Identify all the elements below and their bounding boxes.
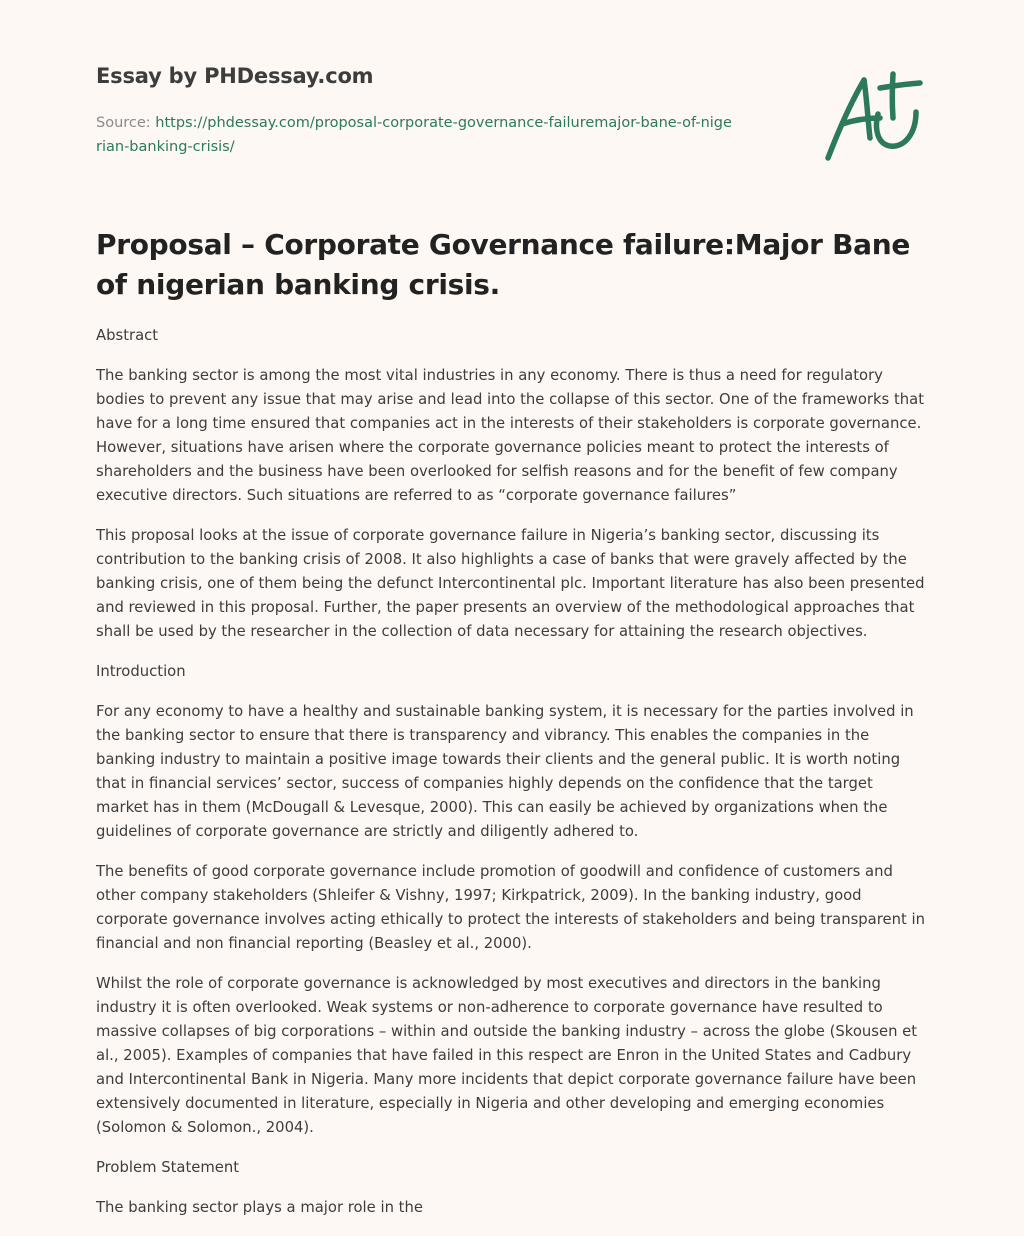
abstract-paragraph-2: This proposal looks at the issue of corporate governance failure in Nigeria’s banking sector, discussing its contribution to the banking crisis of 2008. It also highlights a case of banks that were gravely affected by the banking crisis, one of them being the defunct Intercontinental plc. Important literature has also been presented and reviewed in this proposal. Further, the paper presents an overview of the methodological approaches that shall be used by the researcher in the collection of data necessary for attaining the research objectives. [96,527,925,640]
introduction-paragraph-3: Whilst the role of corporate governance is acknowledged by most executives and directors in the banking industry it is often overlooked. Weak systems or non-adherence to corporate governance have resulted to massive collapses of big corporations – within and outside the banking industry – across the globe (Skousen et al., 2005). Examples of companies that have failed in this respect are Enron in the United States and Cadbury and Intercontinental Bank in Nigeria. Many more incidents that depict corporate governance failure have been extensively documented in literature, especially in Nigeria and other developing and emerging economies (Solomon & Solomon., 2004). [96,975,918,1136]
essay-title: Proposal – Corporate Governance failure:Major Bane of nigerian banking crisis. [96,228,911,301]
problem-statement-paragraph-1: The banking sector plays a major role in the [96,1199,423,1216]
introduction-heading: Introduction [96,663,186,680]
site-title: Essay by PHDessay.com [96,64,374,88]
source-label: Source: [96,115,156,131]
introduction-paragraph-2: The benefits of good corporate governance include promotion of goodwill and confidence of customers and other company stakeholders (Shleifer & Vishny, 1997; Kirkpatrick, 2009). In the banking industry, good corporate governance involves acting ethically to protect the interests of stakeholders and being transparent in financial and non financial reporting (Beasley et al., 2000). [96,863,925,952]
essay-body [96,324,930,1236]
source-line [96,111,736,159]
abstract-paragraph-1: The banking sector is among the most vital industries in any economy. There is thus a need for regulatory bodies to prevent any issue that may arise and lead into the collapse of this sector. One of the frameworks that have for a long time ensured that companies act in the interests of their stakeholders is corporate governance. However, situations have arisen where the corporate governance policies meant to protect the interests of shareholders and the business have been overlooked for selfish reasons and for the benefit of few company executive directors. Such situations are referred to as “corporate governance failures” [96,367,924,504]
problem-statement-heading: Problem Statement [96,1159,240,1176]
abstract-heading: Abstract [96,327,159,344]
introduction-paragraph-1: For any economy to have a healthy and sustainable banking system, it is necessary for the parties involved in the banking sector to ensure that there is transparency and vibrancy. This enables the companies in the banking industry to maintain a positive image towards their clients and the general public. It is worth noting that in financial services’ sector, success of companies highly depends on the confidence that the target market has in them (McDougall & Levesque, 2000). This can easily be achieved by organizations when the guidelines of corporate governance are strictly and diligently adhered to. [96,703,914,840]
source-link[interactable]: https://phdessay.com/proposal-corporate-governance-failuremajor-bane-of-nigerian-banking-crisis/ [96,115,732,155]
a-plus-logo-icon [820,66,930,166]
